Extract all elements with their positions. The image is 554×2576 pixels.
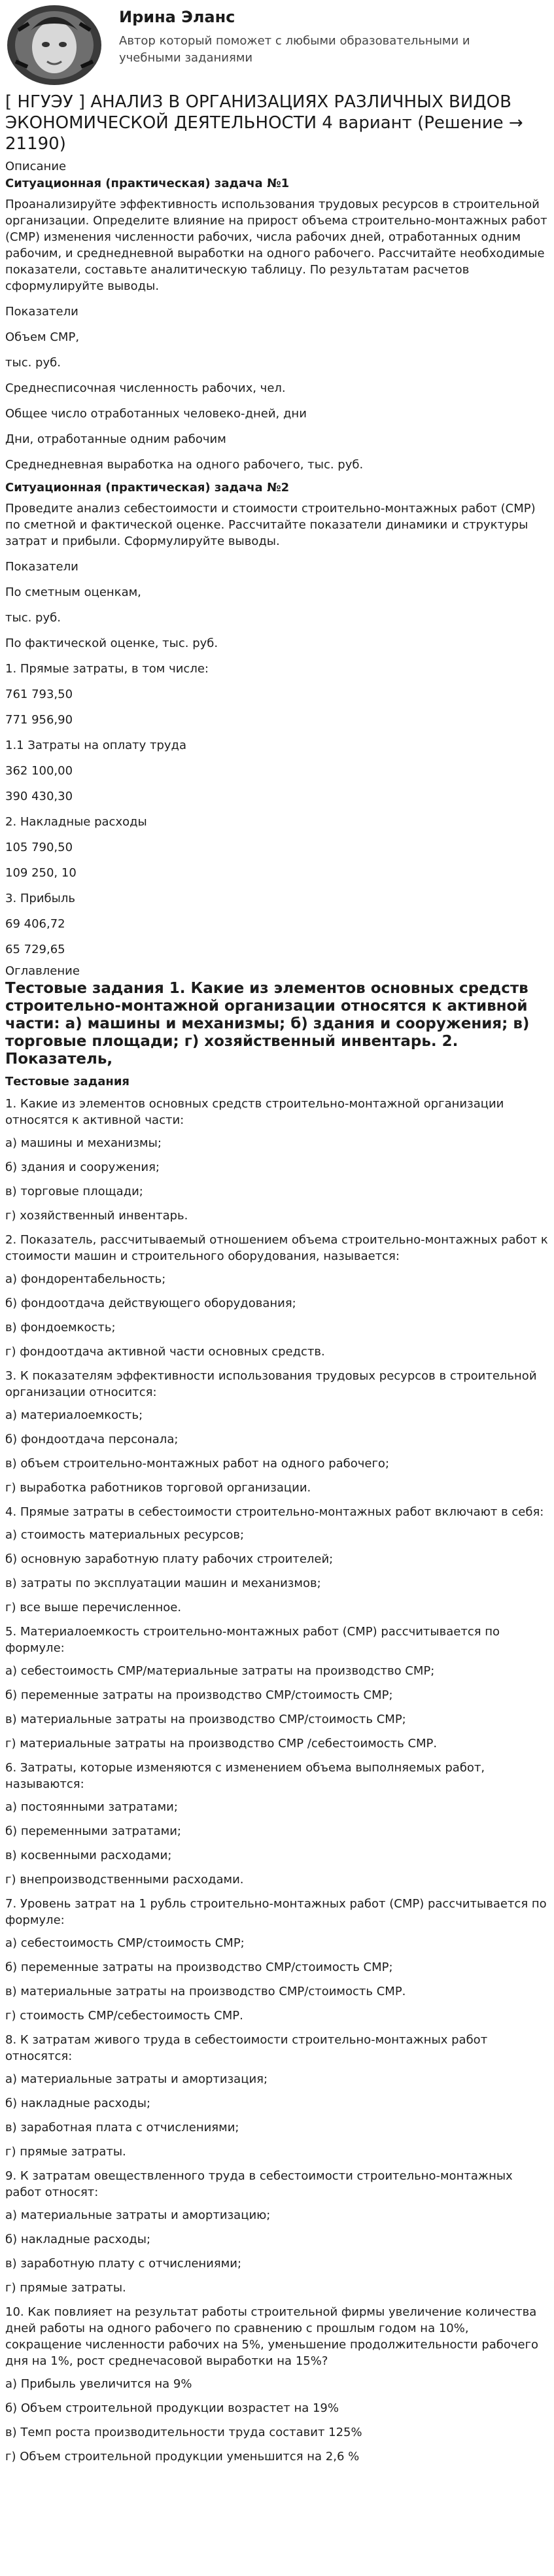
work-title: [ НГУЭУ ] АНАЛИЗ В ОРГАНИЗАЦИЯХ РАЗЛИЧНЫХ ВИДОВ ЭКОНОМИЧЕСКОЙ ДЕЯТЕЛЬНОСТИ 4 вариант (Решение → 21190) — [5, 92, 523, 154]
task1-heading: Ситуационная (практическая) задача №1 — [5, 177, 290, 190]
answer-option: а) машины и механизмы; — [5, 1136, 162, 1150]
answer-option: в) материальные затраты на производство СМР/стоимость СМР; — [5, 1713, 406, 1726]
task2-line: 771 956,90 — [5, 713, 73, 727]
task1-line: Дни, отработанные одним рабочим — [5, 432, 226, 446]
task1-line: Объем СМР, — [5, 330, 80, 344]
author-card — [5, 4, 549, 86]
task1-line: Среднесписочная численность рабочих, чел. — [5, 381, 286, 395]
answer-option: г) стоимость СМР/себестоимость СМР. — [5, 2009, 243, 2023]
question-text: 6. Затраты, которые изменяются с изменением объема выполняемых работ, называются: — [5, 1761, 485, 1791]
answer-option: а) материальные затраты и амортизация; — [5, 2072, 268, 2086]
task2-line: 362 100,00 — [5, 764, 73, 778]
answer-option: а) материальные затраты и амортизацию; — [5, 2208, 271, 2222]
task2-line: 109 250, 10 — [5, 866, 77, 880]
contents-label: Оглавление — [5, 964, 80, 978]
task2-line: 761 793,50 — [5, 688, 73, 701]
answer-option: в) объем строительно-монтажных работ на одного рабочего; — [5, 1457, 390, 1471]
task1-line: Показатели — [5, 305, 78, 319]
task1-lines — [5, 304, 549, 473]
answer-option: б) накладные расходы; — [5, 2097, 151, 2110]
answer-option: б) здания и сооружения; — [5, 1160, 160, 1174]
task2-text: Проведите анализ себестоимости и стоимости строительно-монтажных работ (СМР) по сметной и фактической оценке. Рассчитайте показатели динамики и структуры затрат и прибыли. Сформулируйте выводы. — [5, 502, 536, 548]
answer-option: б) переменные затраты на производство СМР/стоимость СМР; — [5, 1688, 393, 1702]
task2-line: 65 729,65 — [5, 943, 65, 956]
author-avatar[interactable] — [5, 4, 103, 86]
answer-option: а) фондорентабельность; — [5, 1272, 166, 1286]
question-block — [5, 1896, 549, 2024]
answer-option: г) выработка работников торговой организации. — [5, 1481, 311, 1495]
answer-option: б) накладные расходы; — [5, 2233, 151, 2246]
author-name[interactable]: Ирина Эланс — [119, 8, 235, 26]
answer-option: в) заработную плату с отчислениями; — [5, 2257, 242, 2271]
answer-option: г) Объем строительной продукции уменьшится на 2,6 % — [5, 2450, 360, 2463]
task1-line: Среднедневная выработка на одного рабочего, тыс. руб. — [5, 458, 364, 472]
task2-line: 1.1 Затраты на оплату труда — [5, 739, 187, 752]
answer-option: г) материальные затраты на производство СМР /себестоимость СМР. — [5, 1737, 438, 1750]
answer-option: в) Темп роста производительности труда составит 125% — [5, 2426, 362, 2439]
task2-line: 1. Прямые затраты, в том числе: — [5, 662, 209, 676]
question-list — [5, 1096, 549, 2465]
answer-option: г) фондоотдача активной части основных средств. — [5, 1345, 325, 1359]
answer-option: б) Объем строительной продукции возрастет на 19% — [5, 2401, 339, 2415]
question-block — [5, 2168, 549, 2296]
answer-option: б) основную заработную плату рабочих строителей; — [5, 1552, 334, 1566]
answer-option: б) переменные затраты на производство СМР/стоимость СМР; — [5, 1960, 393, 1974]
answer-option: б) фондоотдача персонала; — [5, 1433, 179, 1446]
answer-option: а) Прибыль увеличится на 9% — [5, 2377, 192, 2391]
question-block — [5, 1096, 549, 1224]
question-text: 9. К затратам овеществленного труда в себестоимости строительно-монтажных работ относят: — [5, 2169, 513, 2199]
answer-option: б) фондоотдача действующего оборудования; — [5, 1297, 296, 1310]
question-block — [5, 1368, 549, 1496]
answer-option: в) косвенными расходами; — [5, 1849, 172, 1862]
task2-line: 69 406,72 — [5, 917, 65, 931]
answer-option: в) заработная плата с отчислениями; — [5, 2121, 239, 2134]
question-text: 7. Уровень затрат на 1 рубль строительно-монтажных работ (СМР) рассчитывается по формуле: — [5, 1897, 547, 1927]
task2-lines — [5, 559, 549, 958]
task2-line: По сметным оценкам, — [5, 585, 141, 599]
answer-option: г) хозяйственный инвентарь. — [5, 1209, 188, 1223]
answer-option: в) затраты по эксплуатации машин и механизмов; — [5, 1576, 321, 1590]
question-block — [5, 2304, 549, 2465]
task2-heading: Ситуационная (практическая) задача №2 — [5, 481, 290, 495]
question-block — [5, 2032, 549, 2160]
description-label: Описание — [5, 160, 67, 173]
answer-option: а) постоянными затратами; — [5, 1800, 178, 1814]
answer-option: г) прямые затраты. — [5, 2281, 126, 2295]
task2-line: 2. Накладные расходы — [5, 815, 147, 829]
task2-line: Показатели — [5, 560, 78, 574]
task2-line: 3. Прибыль — [5, 892, 75, 905]
question-text: 4. Прямые затраты в себестоимости строительно-монтажных работ включают в себя: — [5, 1505, 544, 1519]
task2-line: тыс. руб. — [5, 611, 61, 625]
task1-text: Проанализируйте эффективность использования трудовых ресурсов в строительной организации. Определите влияние на прирост объема строительно-монтажных работ (СМР) изменения численности рабочих, числа рабочих дней, отработанных одним рабочим, и среднедневной выработки на одного рабочего. Рассчитайте необходимые показатели, составьте аналитическую таблицу. По результатам расчетов сформулируйте выводы. — [5, 198, 547, 293]
answer-option: а) стоимость материальных ресурсов; — [5, 1528, 245, 1542]
question-text: 5. Материалоемкость строительно-монтажных работ (СМР) рассчитывается по формуле: — [5, 1625, 500, 1655]
question-block — [5, 1760, 549, 1888]
answer-option: г) прямые затраты. — [5, 2145, 126, 2159]
task2-line: По фактической оценке, тыс. руб. — [5, 636, 218, 650]
question-block — [5, 1232, 549, 1360]
answer-option: а) себестоимость СМР/стоимость СМР; — [5, 1936, 245, 1950]
answer-option: а) себестоимость СМР/материальные затраты на производство СМР; — [5, 1664, 435, 1678]
work-content — [5, 92, 549, 2473]
question-text: 3. К показателям эффективности использования трудовых ресурсов в строительной организации относится: — [5, 1369, 537, 1399]
answer-option: в) материальные затраты на производство СМР/стоимость СМР. — [5, 1985, 406, 1998]
question-block — [5, 1624, 549, 1752]
answer-option: г) внепроизводственными расходами. — [5, 1873, 244, 1887]
question-text: 8. К затратам живого труда в себестоимости строительно-монтажных работ относятся: — [5, 2033, 488, 2063]
task2-line: 390 430,30 — [5, 790, 73, 803]
author-description: Автор который поможет с любыми образовательными и учебными заданиями — [119, 34, 470, 65]
question-block — [5, 1504, 549, 1616]
question-text: 10. Как повлияет на результат работы строительной фирмы увеличение количества дней работы на одного рабочего по сравнению с прошлым годом на 10%, сокращение численности рабочих на 5%, уменьшение продолжительности рабочего дня на 1%, рост среднечасовой выработки на 15%? — [5, 2305, 539, 2368]
task1-line: Общее число отработанных человеко-дней, дни — [5, 407, 307, 421]
answer-option: а) материалоемкость; — [5, 1408, 143, 1422]
answer-option: в) торговые площади; — [5, 1185, 143, 1198]
task1-line: тыс. руб. — [5, 356, 61, 370]
task2-line: 105 790,50 — [5, 841, 73, 854]
tests-heading: Тестовые задания — [5, 1075, 130, 1088]
question-text: 2. Показатель, рассчитываемый отношением объема строительно-монтажных работ к стоимости машин и строительного оборудования, называется: — [5, 1233, 548, 1263]
answer-option: г) все выше перечисленное. — [5, 1601, 182, 1614]
answer-option: в) фондоемкость; — [5, 1321, 116, 1334]
contents-preview: Тестовые задания 1. Какие из элементов основных средств строительно-монтажной организации относятся к активной части: а) машины и механизмы; б) здания и сооружения; в) торговые площади; г) хозяйственный инвентарь. 2. Показатель, — [5, 980, 530, 1068]
answer-option: б) переменными затратами; — [5, 1824, 181, 1838]
question-text: 1. Какие из элементов основных средств строительно-монтажной организации относятся к активной части: — [5, 1097, 504, 1127]
